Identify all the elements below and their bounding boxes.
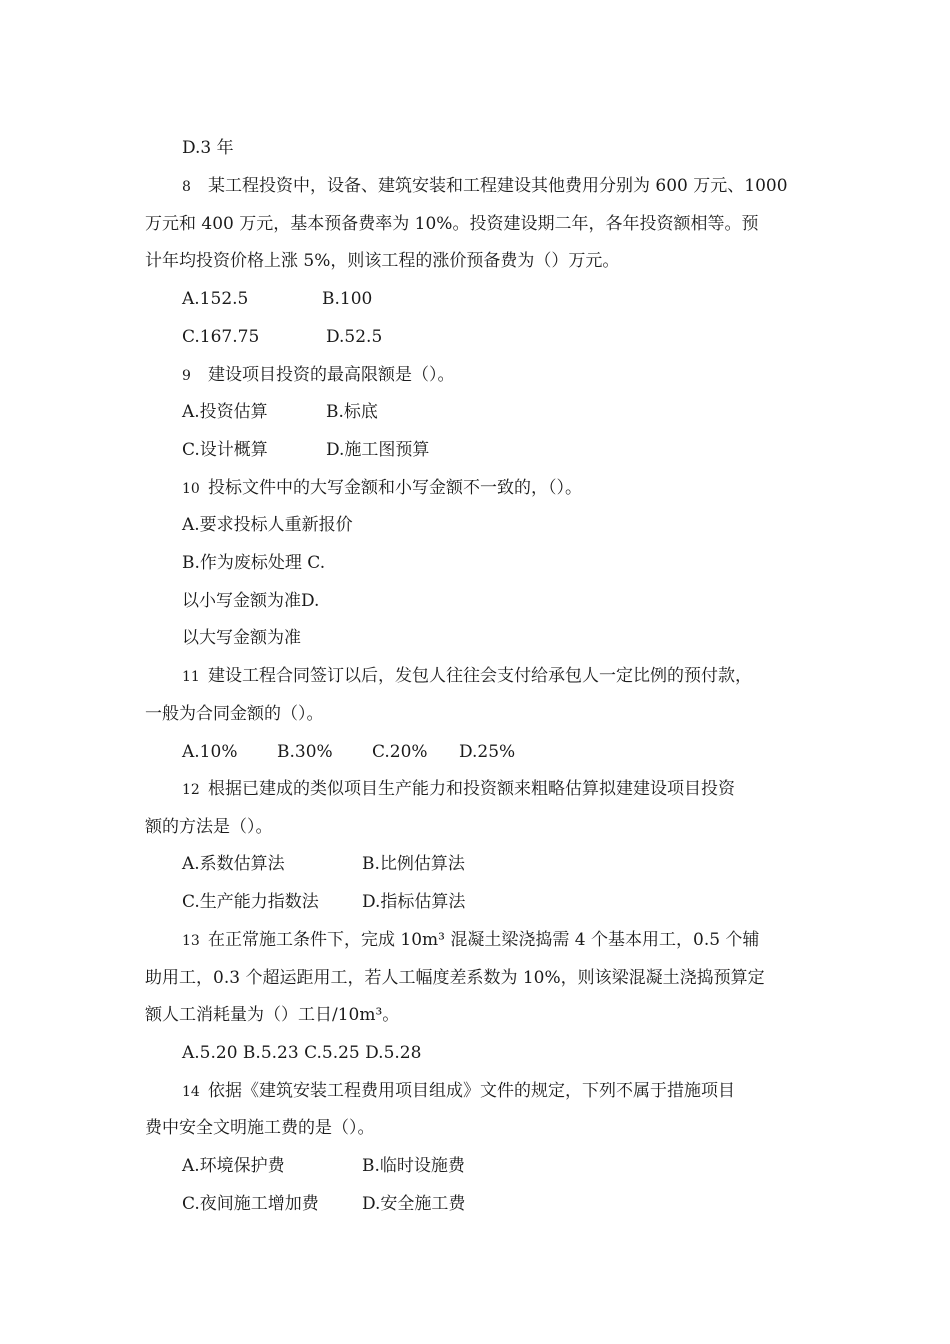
q11-line2: 一般为合同金额的（）。 xyxy=(145,704,324,724)
q14-option-b: B.临时设施费 xyxy=(362,1156,465,1176)
q8-option-c: C.167.75 xyxy=(182,327,260,347)
q12-option-a: A.系数估算法 xyxy=(182,854,285,874)
q14-text: 依据《建筑安装工程费用项目组成》文件的规定，下列不属于措施项目 xyxy=(208,1081,735,1101)
q8-text: 某工程投资中，设备、建筑安装和工程建设其他费用分别为 600 万元、1000 xyxy=(208,176,788,196)
q10-line1 xyxy=(182,477,582,500)
q8-line2: 万元和 400 万元，基本预备费率为 10%。投资建设期二年，各年投资额相等。预 xyxy=(145,214,759,234)
q9-line1 xyxy=(182,364,455,387)
q12-option-b: B.比例估算法 xyxy=(362,854,465,874)
q14-option-a: A.环境保护费 xyxy=(182,1156,285,1176)
q12-option-d: D.指标估算法 xyxy=(362,892,466,912)
q10-text: 投标文件中的大写金额和小写金额不一致的，（）。 xyxy=(208,478,582,498)
q14-line1 xyxy=(182,1080,735,1103)
q12-option-c: C.生产能力指数法 xyxy=(182,892,319,912)
q7-option-d: D.3 年 xyxy=(182,138,234,158)
q11-option-b: B.30% xyxy=(277,742,333,762)
q9-option-b: B.标底 xyxy=(326,402,378,422)
q10-option-a: A.要求投标人重新报价 xyxy=(182,515,353,535)
q13-text: 在正常施工条件下，完成 10m³ 混凝土梁浇捣需 4 个基本用工，0.5 个辅 xyxy=(208,930,760,950)
q8-line1 xyxy=(182,175,788,198)
q13-line3: 额人工消耗量为（）工日/10m³。 xyxy=(145,1005,400,1025)
q11-option-c: C.20% xyxy=(372,742,428,762)
q11-line1 xyxy=(182,665,752,688)
q8-option-a: A.152.5 xyxy=(182,289,249,309)
q10-option-b: B.作为废标处理 C. xyxy=(182,553,326,573)
q14-option-d: D.安全施工费 xyxy=(362,1194,466,1214)
q13-options: A.5.20 B.5.23 C.5.25 D.5.28 xyxy=(182,1043,422,1063)
q14-line2: 费中安全文明施工费的是（）。 xyxy=(145,1118,375,1138)
q11-text: 建设工程合同签订以后，发包人往往会支付给承包人一定比例的预付款， xyxy=(208,666,752,686)
q8-line3: 计年均投资价格上涨 5%，则该工程的涨价预备费为（）万元。 xyxy=(145,251,620,271)
q10-option-d: 以大写金额为准 xyxy=(182,628,301,648)
q12-line2: 额的方法是（）。 xyxy=(145,817,273,837)
q11-number: 11 xyxy=(182,669,200,685)
q9-option-d: D.施工图预算 xyxy=(326,440,430,460)
q13-line1 xyxy=(182,929,759,952)
q12-text: 根据已建成的类似项目生产能力和投资额来粗略估算拟建建设项目投资 xyxy=(208,779,735,799)
q9-number: 9 xyxy=(182,368,191,384)
q12-number: 12 xyxy=(182,782,200,798)
q9-option-a: A.投资估算 xyxy=(182,402,268,422)
q9-text: 建设项目投资的最高限额是（）。 xyxy=(208,365,455,385)
q8-option-b: B.100 xyxy=(322,289,373,309)
q14-number: 14 xyxy=(182,1084,200,1100)
q8-option-d: D.52.5 xyxy=(326,327,383,347)
q11-option-a: A.10% xyxy=(182,742,238,762)
q8-number: 8 xyxy=(182,179,191,195)
q10-option-c: 以小写金额为准D. xyxy=(182,591,320,611)
q14-option-c: C.夜间施工增加费 xyxy=(182,1194,319,1214)
q9-option-c: C.设计概算 xyxy=(182,440,268,460)
q13-line2: 助用工，0.3 个超运距用工，若人工幅度差系数为 10%，则该梁混凝土浇捣预算定 xyxy=(145,968,765,988)
q11-option-d: D.25% xyxy=(459,742,516,762)
q12-line1 xyxy=(182,778,735,801)
q10-number: 10 xyxy=(182,481,200,497)
q13-number: 13 xyxy=(182,933,200,949)
